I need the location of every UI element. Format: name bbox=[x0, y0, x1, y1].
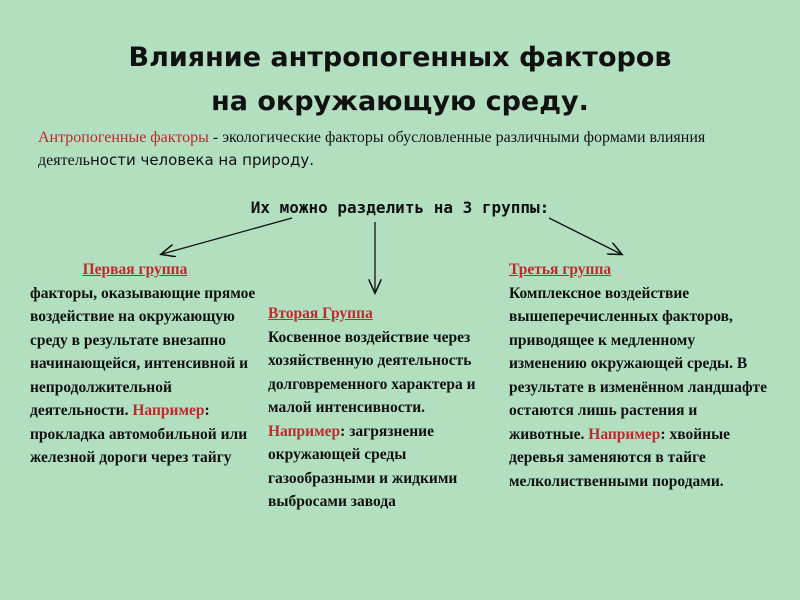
group-3-description: Комплексное воздействие вышеперечисленных факторов, приводящее к медленному изменению окружающей среды. В результате в изменённом ландшафте остаются лишь растения и животные. bbox=[509, 284, 768, 443]
group-1-example-label: Например bbox=[132, 402, 205, 419]
group-1-example-text: : прокладка автомобильной или железной дороги через тайгу bbox=[30, 402, 248, 466]
group-3-heading: Третья группа bbox=[509, 261, 612, 278]
group-1-description: факторы, оказывающие прямое воздействие на окружающую среду в результате внезапно начинающейся, интенсивной и непродолжительной деятельности. bbox=[30, 284, 256, 419]
group-3-example-text: : хвойные деревья заменяются в тайге мелколиственными породами. bbox=[509, 425, 731, 490]
title-line-2: на окружающую среду. bbox=[211, 86, 589, 117]
groups-intro: Их можно разделить на 3 группы: bbox=[250, 198, 550, 217]
group-3-column bbox=[509, 258, 769, 493]
group-2-column bbox=[268, 302, 494, 514]
group-2-heading: Вторая Группа bbox=[268, 305, 373, 322]
group-3-example-label: Например bbox=[588, 425, 661, 443]
group-2-example-label: Например bbox=[268, 422, 341, 440]
definition-text-tail: ности человека на природу. bbox=[89, 151, 314, 169]
group-1-heading: Первая группа bbox=[82, 261, 188, 278]
group-2-description: Косвенное воздействие через хозяйственную деятельность долговременного характера и малой интенсивности. bbox=[268, 328, 476, 416]
group-2-example-text: : загрязнение окружающей среды газообразными и жидкими выбросами завода bbox=[268, 422, 458, 510]
title-line-1: Влияние антропогенных факторов bbox=[128, 42, 672, 73]
definition-text: - экологические факторы обусловленные различными формами влияния деятель bbox=[38, 129, 706, 169]
group-1-column bbox=[30, 258, 260, 470]
arrow-right bbox=[549, 218, 621, 254]
arrow-left bbox=[162, 218, 292, 254]
definition-term: Антропогенные факторы bbox=[38, 129, 209, 146]
